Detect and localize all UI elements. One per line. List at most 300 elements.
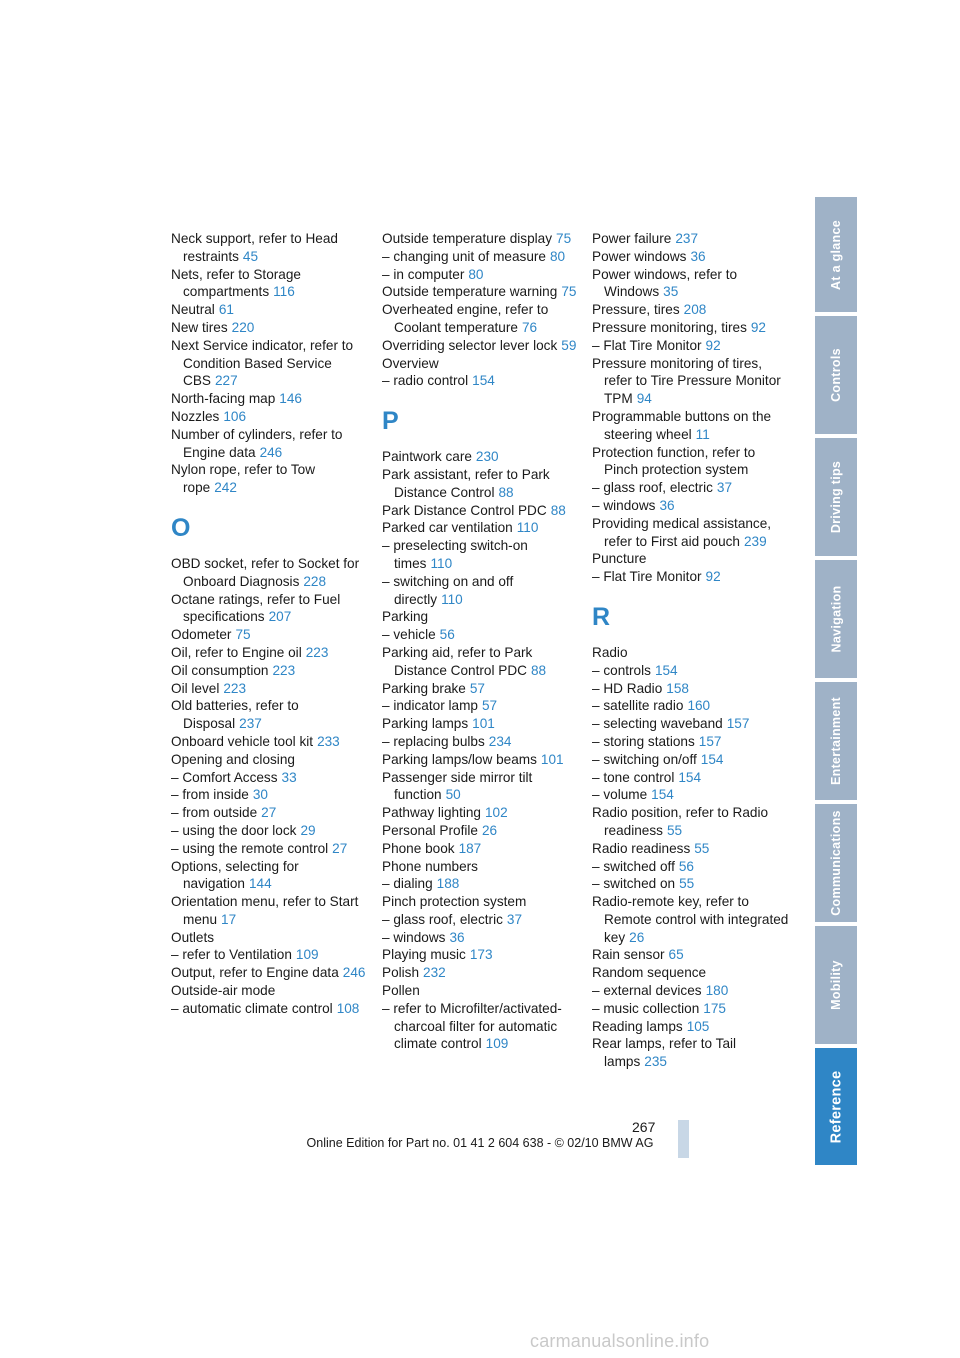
index-entry xyxy=(382,911,582,929)
index-entry-text: – switching on/off xyxy=(592,751,697,767)
chapter-tab-controls[interactable] xyxy=(815,316,857,434)
index-entry-text: Neutral xyxy=(171,302,215,318)
page-reference-link[interactable]: 188 xyxy=(436,876,460,892)
index-entry xyxy=(171,786,371,804)
page-reference-link[interactable]: 239 xyxy=(744,533,767,549)
page-reference-link[interactable]: 56 xyxy=(439,627,455,643)
page-reference-link[interactable]: 175 xyxy=(703,1000,726,1016)
index-entry xyxy=(171,804,371,822)
page-reference-link[interactable]: 220 xyxy=(231,319,255,335)
index-entry xyxy=(592,893,792,946)
page-reference-link[interactable]: 235 xyxy=(644,1054,667,1070)
page-reference-link[interactable]: 230 xyxy=(475,449,499,465)
page-reference-link[interactable]: 92 xyxy=(705,337,721,353)
index-entry xyxy=(382,982,582,1000)
index-entry-text: Playing music xyxy=(382,947,466,963)
section-letter: P xyxy=(382,407,399,436)
index-entry-text: North-facing map xyxy=(171,391,276,407)
page-reference-link[interactable]: 223 xyxy=(305,644,329,660)
index-entry xyxy=(592,1035,792,1071)
page-reference-link[interactable]: 92 xyxy=(705,569,721,585)
index-entry xyxy=(171,591,371,627)
page-reference-link[interactable]: 223 xyxy=(223,680,247,696)
index-entry-text: Puncture xyxy=(592,551,647,567)
index-entry-text: – glass roof, electric xyxy=(592,480,713,496)
index-entry-text: – radio control xyxy=(382,373,469,389)
index-entry xyxy=(592,804,792,840)
page-reference-link[interactable]: 29 xyxy=(300,822,316,838)
index-entry-text: – refer to Ventilation xyxy=(171,947,292,963)
index-entry xyxy=(382,537,582,573)
index-entry xyxy=(382,840,582,858)
page-reference-link[interactable]: 55 xyxy=(679,876,695,892)
index-entry-text: Polish xyxy=(382,965,420,981)
index-entry xyxy=(171,461,371,497)
page-reference-link[interactable]: 110 xyxy=(441,591,463,607)
index-entry xyxy=(592,408,792,444)
index-entry xyxy=(592,982,792,1000)
index-entry xyxy=(592,444,792,480)
index-entry-text: Phone book xyxy=(382,840,455,856)
page-reference-link[interactable]: 88 xyxy=(550,502,566,518)
page-reference-link[interactable]: 27 xyxy=(261,805,277,821)
index-entry-text: OBD socket, refer to Socket for Onboard Diagnosis xyxy=(171,555,360,589)
page-reference-link[interactable]: 101 xyxy=(540,751,564,767)
page-reference-link[interactable]: 246 xyxy=(342,965,366,981)
index-entry-text: Overheated engine, refer to Coolant temperature xyxy=(382,302,549,335)
index-entry xyxy=(382,822,582,840)
index-entry-text: Programmable buttons on the steering wheel xyxy=(592,408,772,442)
page-reference-link[interactable]: 246 xyxy=(259,444,283,460)
page-reference-link[interactable]: 55 xyxy=(666,822,683,838)
index-entry-text: – changing unit of measure xyxy=(382,248,546,264)
page-reference-link[interactable]: 110 xyxy=(516,520,539,536)
index-entry-text: Oil, refer to Engine oil xyxy=(171,644,302,660)
index-entry xyxy=(382,337,582,355)
index-entry xyxy=(171,982,371,1000)
chapter-tab-at-a-glance[interactable] xyxy=(815,197,857,312)
index-entry xyxy=(382,680,582,698)
page-reference-link[interactable]: 37 xyxy=(506,911,523,927)
page-reference-link[interactable]: 180 xyxy=(705,983,729,999)
index-entry-text: – Flat Tire Monitor xyxy=(592,337,702,353)
page-reference-link[interactable]: 146 xyxy=(279,391,302,407)
page-reference-link[interactable]: 57 xyxy=(481,698,498,714)
index-entry-text: – refer to Microfilter/activated-charcoal filter for automatic climate control xyxy=(382,1000,562,1052)
index-entry-text: Number of cylinders, refer to Engine data xyxy=(171,426,343,460)
chapter-tab-label: Controls xyxy=(829,348,844,402)
index-entry-text: Outlets xyxy=(171,929,215,945)
chapter-tab-label: Driving tips xyxy=(829,460,844,534)
index-entry-text: – music collection xyxy=(592,1000,700,1016)
index-entry xyxy=(382,1000,582,1053)
index-entry xyxy=(171,230,371,266)
index-entry xyxy=(171,822,371,840)
page-reference-link[interactable]: 109 xyxy=(295,947,319,963)
page-reference-link[interactable]: 106 xyxy=(223,408,247,424)
page-reference-link[interactable]: 109 xyxy=(485,1036,509,1052)
index-entry xyxy=(382,230,582,248)
index-entry-text: Radio-remote key, refer to Remote control with integrated key xyxy=(592,894,789,945)
page-reference-link[interactable]: 108 xyxy=(336,1000,360,1016)
index-entry-text: – from inside xyxy=(171,787,249,803)
index-entry xyxy=(171,964,371,982)
page-reference-link[interactable]: 154 xyxy=(678,769,702,785)
index-entry xyxy=(382,893,582,911)
index-entry-text: Power windows, refer to Windows xyxy=(592,266,738,300)
index-entry-text: – preselecting switch-on times xyxy=(382,538,528,571)
index-entry-text: Phone numbers xyxy=(382,858,478,874)
index-entry xyxy=(171,555,371,591)
chapter-tab-label: At a glance xyxy=(829,219,843,290)
page-reference-link[interactable]: 56 xyxy=(678,858,694,874)
index-entry xyxy=(171,266,371,302)
index-entry xyxy=(171,319,371,337)
index-entry-text: Old batteries, refer to Disposal xyxy=(171,698,299,732)
index-entry xyxy=(382,355,582,373)
index-entry xyxy=(382,448,582,466)
index-entry-text: Onboard vehicle tool kit xyxy=(171,733,314,749)
page-reference-link[interactable]: 144 xyxy=(248,876,272,892)
index-entry xyxy=(382,804,582,822)
index-entry xyxy=(592,497,792,515)
index-entry-text: New tires xyxy=(171,319,228,335)
index-entry xyxy=(382,644,582,680)
index-entry xyxy=(592,1000,792,1018)
index-entry xyxy=(592,568,792,586)
page-reference-link[interactable]: 154 xyxy=(651,787,674,803)
index-entry-text: Radio position, refer to Radio readiness xyxy=(592,805,769,838)
page-reference-link[interactable]: 228 xyxy=(303,573,327,589)
page-reference-link[interactable]: 110 xyxy=(430,555,453,571)
index-entry xyxy=(171,893,371,929)
index-entry xyxy=(592,301,792,319)
index-entry xyxy=(592,858,792,876)
index-entry xyxy=(382,519,582,537)
index-entry xyxy=(592,319,792,337)
index-entry-text: Personal Profile xyxy=(382,822,478,838)
index-entry-text: Opening and closing xyxy=(171,751,295,767)
index-entry xyxy=(171,1000,371,1018)
chapter-tab-communications[interactable] xyxy=(815,804,857,922)
page-reference-link[interactable]: 37 xyxy=(716,480,733,496)
index-entry-text: Radio readiness xyxy=(592,840,691,856)
index-entry-text: – tone control xyxy=(592,769,675,785)
index-entry xyxy=(382,608,582,626)
index-entry-text: Overview xyxy=(382,355,439,371)
index-entry-text: Power failure xyxy=(592,231,672,246)
index-entry-text: Options, selecting for navigation xyxy=(171,858,299,892)
index-entry xyxy=(382,502,582,520)
index-entry xyxy=(592,479,792,497)
page-reference-link[interactable]: 157 xyxy=(726,716,750,732)
index-entry-text: Pressure, tires xyxy=(592,302,680,318)
index-entry xyxy=(592,515,792,551)
index-entry-text: Random sequence xyxy=(592,965,707,981)
index-entry xyxy=(382,875,582,893)
index-entry-text: Passenger side mirror tilt function xyxy=(382,769,533,803)
page-reference-link[interactable]: 59 xyxy=(561,337,577,353)
index-entry-text: Rear lamps, refer to Tail lamps xyxy=(592,1036,737,1070)
index-entry-text: – storing stations xyxy=(592,733,695,749)
page-reference-link[interactable]: 80 xyxy=(468,266,484,282)
index-entry xyxy=(592,697,792,715)
index-entry-text: Outside-air mode xyxy=(171,983,276,999)
index-entry-text: – windows xyxy=(592,497,656,513)
index-entry xyxy=(382,466,582,502)
index-entry xyxy=(171,751,371,769)
page-reference-link[interactable]: 242 xyxy=(214,480,237,496)
page-reference-link[interactable]: 158 xyxy=(666,680,689,696)
index-entry xyxy=(171,680,371,698)
index-entry-text: Parking aid, refer to Park Distance Control PDC xyxy=(382,644,533,678)
index-entry-text: Parking brake xyxy=(382,680,466,696)
index-entry-text: Park assistant, refer to Park Distance Control xyxy=(382,466,550,500)
index-entry xyxy=(592,875,792,893)
index-entry xyxy=(171,390,371,408)
index-entry-text: Octane ratings, refer to Fuel specifications xyxy=(171,591,341,625)
index-entry xyxy=(592,662,792,680)
index-column-3 xyxy=(592,230,792,1071)
page-reference-link[interactable]: 36 xyxy=(449,929,465,945)
index-entry-text: – dialing xyxy=(382,876,433,892)
index-entry-text: Parked car ventilation xyxy=(382,520,513,536)
index-entry-text: Oil consumption xyxy=(171,662,269,678)
index-entry xyxy=(382,946,582,964)
page-reference-link[interactable]: 227 xyxy=(214,373,238,389)
index-entry xyxy=(382,697,582,715)
page-reference-link[interactable]: 232 xyxy=(423,965,446,981)
index-entry-text: – switching on and off directly xyxy=(382,573,514,607)
index-entry xyxy=(382,248,582,266)
page-reference-link[interactable]: 11 xyxy=(695,426,710,442)
page-reference-link[interactable]: 160 xyxy=(687,698,711,714)
page-reference-link[interactable]: 207 xyxy=(268,609,292,625)
page-reference-link[interactable]: 36 xyxy=(690,248,706,264)
chapter-tab-label: Entertainment xyxy=(829,697,844,785)
page-reference-link[interactable]: 65 xyxy=(668,947,684,963)
index-entry-text: Oil level xyxy=(171,680,220,696)
page-reference-link[interactable]: 27 xyxy=(332,840,348,856)
index-entry-text: Pollen xyxy=(382,983,420,999)
index-entry-text: Next Service indicator, refer to Condition Based Service CBS xyxy=(171,337,354,389)
index-entry xyxy=(592,337,792,355)
index-entry xyxy=(592,733,792,751)
page-reference-link[interactable]: 35 xyxy=(663,284,679,300)
index-entry xyxy=(171,858,371,894)
page-number: 267 xyxy=(632,1119,656,1135)
page-reference-link[interactable]: 234 xyxy=(488,733,512,749)
index-entry xyxy=(382,301,582,337)
page-reference-link[interactable]: 45 xyxy=(242,248,259,264)
page-reference-link[interactable]: 208 xyxy=(683,302,707,318)
chapter-tab-driving-tips[interactable] xyxy=(815,438,857,556)
index-entry xyxy=(171,946,371,964)
page-reference-link[interactable]: 237 xyxy=(675,231,699,246)
index-entry-text: – windows xyxy=(382,929,446,945)
index-entry-text: Protection function, refer to Pinch protection system xyxy=(592,444,756,478)
index-entry-text: – automatic climate control xyxy=(171,1000,333,1016)
page-reference-link[interactable]: 116 xyxy=(273,284,295,300)
index-entry-text: Outside temperature warning xyxy=(382,284,558,300)
page-reference-link[interactable]: 88 xyxy=(530,662,547,678)
index-entry-text: – using the remote control xyxy=(171,840,329,856)
page-reference-link[interactable]: 237 xyxy=(239,716,262,732)
page-reference-link[interactable]: 61 xyxy=(218,302,234,318)
index-entry-text: Power windows xyxy=(592,248,687,264)
index-entry xyxy=(171,301,371,319)
index-entry xyxy=(382,573,582,609)
index-entry xyxy=(171,626,371,644)
index-entry-text: – switched off xyxy=(592,858,675,874)
watermark: carmanualsonline.info xyxy=(530,1331,710,1351)
page-reference-link[interactable]: 30 xyxy=(252,787,268,803)
page-reference-link[interactable]: 26 xyxy=(629,929,645,945)
index-entry-text: Pathway lighting xyxy=(382,805,481,821)
page-reference-link[interactable]: 26 xyxy=(481,822,498,838)
page-reference-link[interactable]: 223 xyxy=(272,662,296,678)
index-entry-text: – using the door lock xyxy=(171,822,297,838)
index-entry-text: Rain sensor xyxy=(592,947,665,963)
page-reference-link[interactable]: 75 xyxy=(235,627,251,643)
index-entry-text: Pinch protection system xyxy=(382,894,527,910)
index-entry-text: – Flat Tire Monitor xyxy=(592,569,702,585)
page-reference-link[interactable]: 92 xyxy=(750,319,766,335)
index-entry xyxy=(382,626,582,644)
chapter-tab-label: Reference xyxy=(828,1070,845,1143)
page-reference-link[interactable]: 55 xyxy=(694,840,710,856)
index-entry xyxy=(171,697,371,733)
index-entry xyxy=(171,929,371,947)
index-entry-text: – volume xyxy=(592,787,648,803)
page-reference-link[interactable]: 17 xyxy=(221,911,237,927)
index-entry xyxy=(382,964,582,982)
index-column-1 xyxy=(171,230,371,1018)
index-entry-text: Nozzles xyxy=(171,408,220,424)
page-reference-link[interactable]: 187 xyxy=(458,840,482,856)
index-entry-text: – Comfort Access xyxy=(171,769,278,785)
page-reference-link[interactable]: 75 xyxy=(561,284,577,300)
footer-edition-note: Online Edition for Part no. 01 41 2 604 638 - © 02/10 BMW AG xyxy=(306,1136,654,1150)
page-reference-link[interactable]: 80 xyxy=(550,248,566,264)
index-entry-text: Providing medical assistance, refer to First aid pouch xyxy=(592,515,772,549)
section-letter: O xyxy=(171,513,191,542)
index-entry xyxy=(592,964,792,982)
page-reference-link[interactable]: 157 xyxy=(698,733,722,749)
index-entry xyxy=(592,946,792,964)
chapter-tab-mobility[interactable] xyxy=(815,926,857,1044)
index-entry-text: – external devices xyxy=(592,983,702,999)
chapter-tab-label: Communications xyxy=(829,810,844,916)
page-reference-link[interactable]: 105 xyxy=(686,1018,710,1034)
page-reference-link[interactable]: 101 xyxy=(472,716,495,732)
index-entry-text: Reading lamps xyxy=(592,1018,683,1034)
index-entry xyxy=(592,786,792,804)
index-entry xyxy=(592,840,792,858)
index-entry-text: Radio xyxy=(592,644,628,660)
index-entry xyxy=(382,733,582,751)
page-reference-link[interactable]: 154 xyxy=(700,751,724,767)
page-reference-link[interactable]: 88 xyxy=(498,484,514,500)
index-entry-text: Orientation menu, refer to Start menu xyxy=(171,894,359,927)
chapter-tab-bar xyxy=(815,197,857,1161)
index-entry xyxy=(592,1018,792,1036)
index-entry-text: – in computer xyxy=(382,266,465,282)
index-entry-text: Paintwork care xyxy=(382,449,472,465)
chapter-tab-entertainment[interactable] xyxy=(815,682,857,800)
page-reference-link[interactable]: 94 xyxy=(636,391,652,407)
index-entry xyxy=(382,266,582,284)
index-entry-text: Parking xyxy=(382,609,429,625)
index-entry xyxy=(592,769,792,787)
index-entry-text: – vehicle xyxy=(382,627,436,643)
index-column-2 xyxy=(382,230,582,1053)
index-entry-text: – from outside xyxy=(171,805,258,821)
index-entry xyxy=(592,751,792,769)
index-entry-text: Output, refer to Engine data xyxy=(171,965,339,981)
page-reference-link[interactable]: 233 xyxy=(317,733,340,749)
page-reference-link[interactable]: 50 xyxy=(445,787,461,803)
index-entry xyxy=(171,337,371,390)
index-entry-text: Nylon rope, refer to Tow rope xyxy=(171,462,316,496)
index-entry xyxy=(171,408,371,426)
index-entry-text: – selecting waveband xyxy=(592,716,723,732)
page-reference-link[interactable]: 76 xyxy=(521,319,538,335)
index-entry-text: – controls xyxy=(592,662,651,678)
chapter-tab-label: Navigation xyxy=(829,585,843,653)
index-entry-text: – HD Radio xyxy=(592,680,663,696)
page-reference-link[interactable]: 57 xyxy=(469,680,485,696)
page-reference-link[interactable]: 154 xyxy=(654,662,678,678)
index-entry xyxy=(592,550,792,568)
index-entry-text: Neck support, refer to Head restraints xyxy=(171,231,338,264)
index-entry xyxy=(382,715,582,733)
index-entry-text: Pressure monitoring, tires xyxy=(592,319,747,335)
page-reference-link[interactable]: 154 xyxy=(472,373,495,389)
index-entry-text: Overriding selector lever lock xyxy=(382,337,558,353)
index-entry xyxy=(382,858,582,876)
page-reference-link[interactable]: 75 xyxy=(556,231,572,246)
chapter-tab-navigation[interactable] xyxy=(815,560,857,678)
index-entry-text: Pressure monitoring of tires, refer to Tire Pressure Monitor TPM xyxy=(592,355,781,407)
index-entry xyxy=(592,266,792,302)
index-entry xyxy=(592,680,792,698)
page-reference-link[interactable]: 33 xyxy=(281,769,297,785)
index-entry xyxy=(382,769,582,805)
index-entry xyxy=(382,929,582,947)
index-entry xyxy=(382,751,582,769)
index-entry xyxy=(592,355,792,408)
page-reference-link[interactable]: 36 xyxy=(659,497,675,513)
index-entry-text: Park Distance Control PDC xyxy=(382,502,547,518)
page-reference-link[interactable]: 173 xyxy=(469,947,493,963)
chapter-tab-label: Mobility xyxy=(829,960,843,1010)
index-entry xyxy=(382,283,582,301)
index-entry-text: Parking lamps xyxy=(382,716,469,732)
page-reference-link[interactable]: 102 xyxy=(485,805,508,821)
index-entry-text: Nets, refer to Storage compartments xyxy=(171,266,301,300)
section-letter: R xyxy=(592,602,611,631)
index-entry xyxy=(171,662,371,680)
index-entry-text: – glass roof, electric xyxy=(382,911,503,927)
index-entry-text: Parking lamps/low beams xyxy=(382,751,537,767)
index-entry xyxy=(171,644,371,662)
index-entry xyxy=(171,733,371,751)
index-entry-text: – switched on xyxy=(592,876,676,892)
index-entry xyxy=(382,372,582,390)
index-entry-text: – replacing bulbs xyxy=(382,733,485,749)
index-entry-text: Outside temperature display xyxy=(382,231,553,246)
